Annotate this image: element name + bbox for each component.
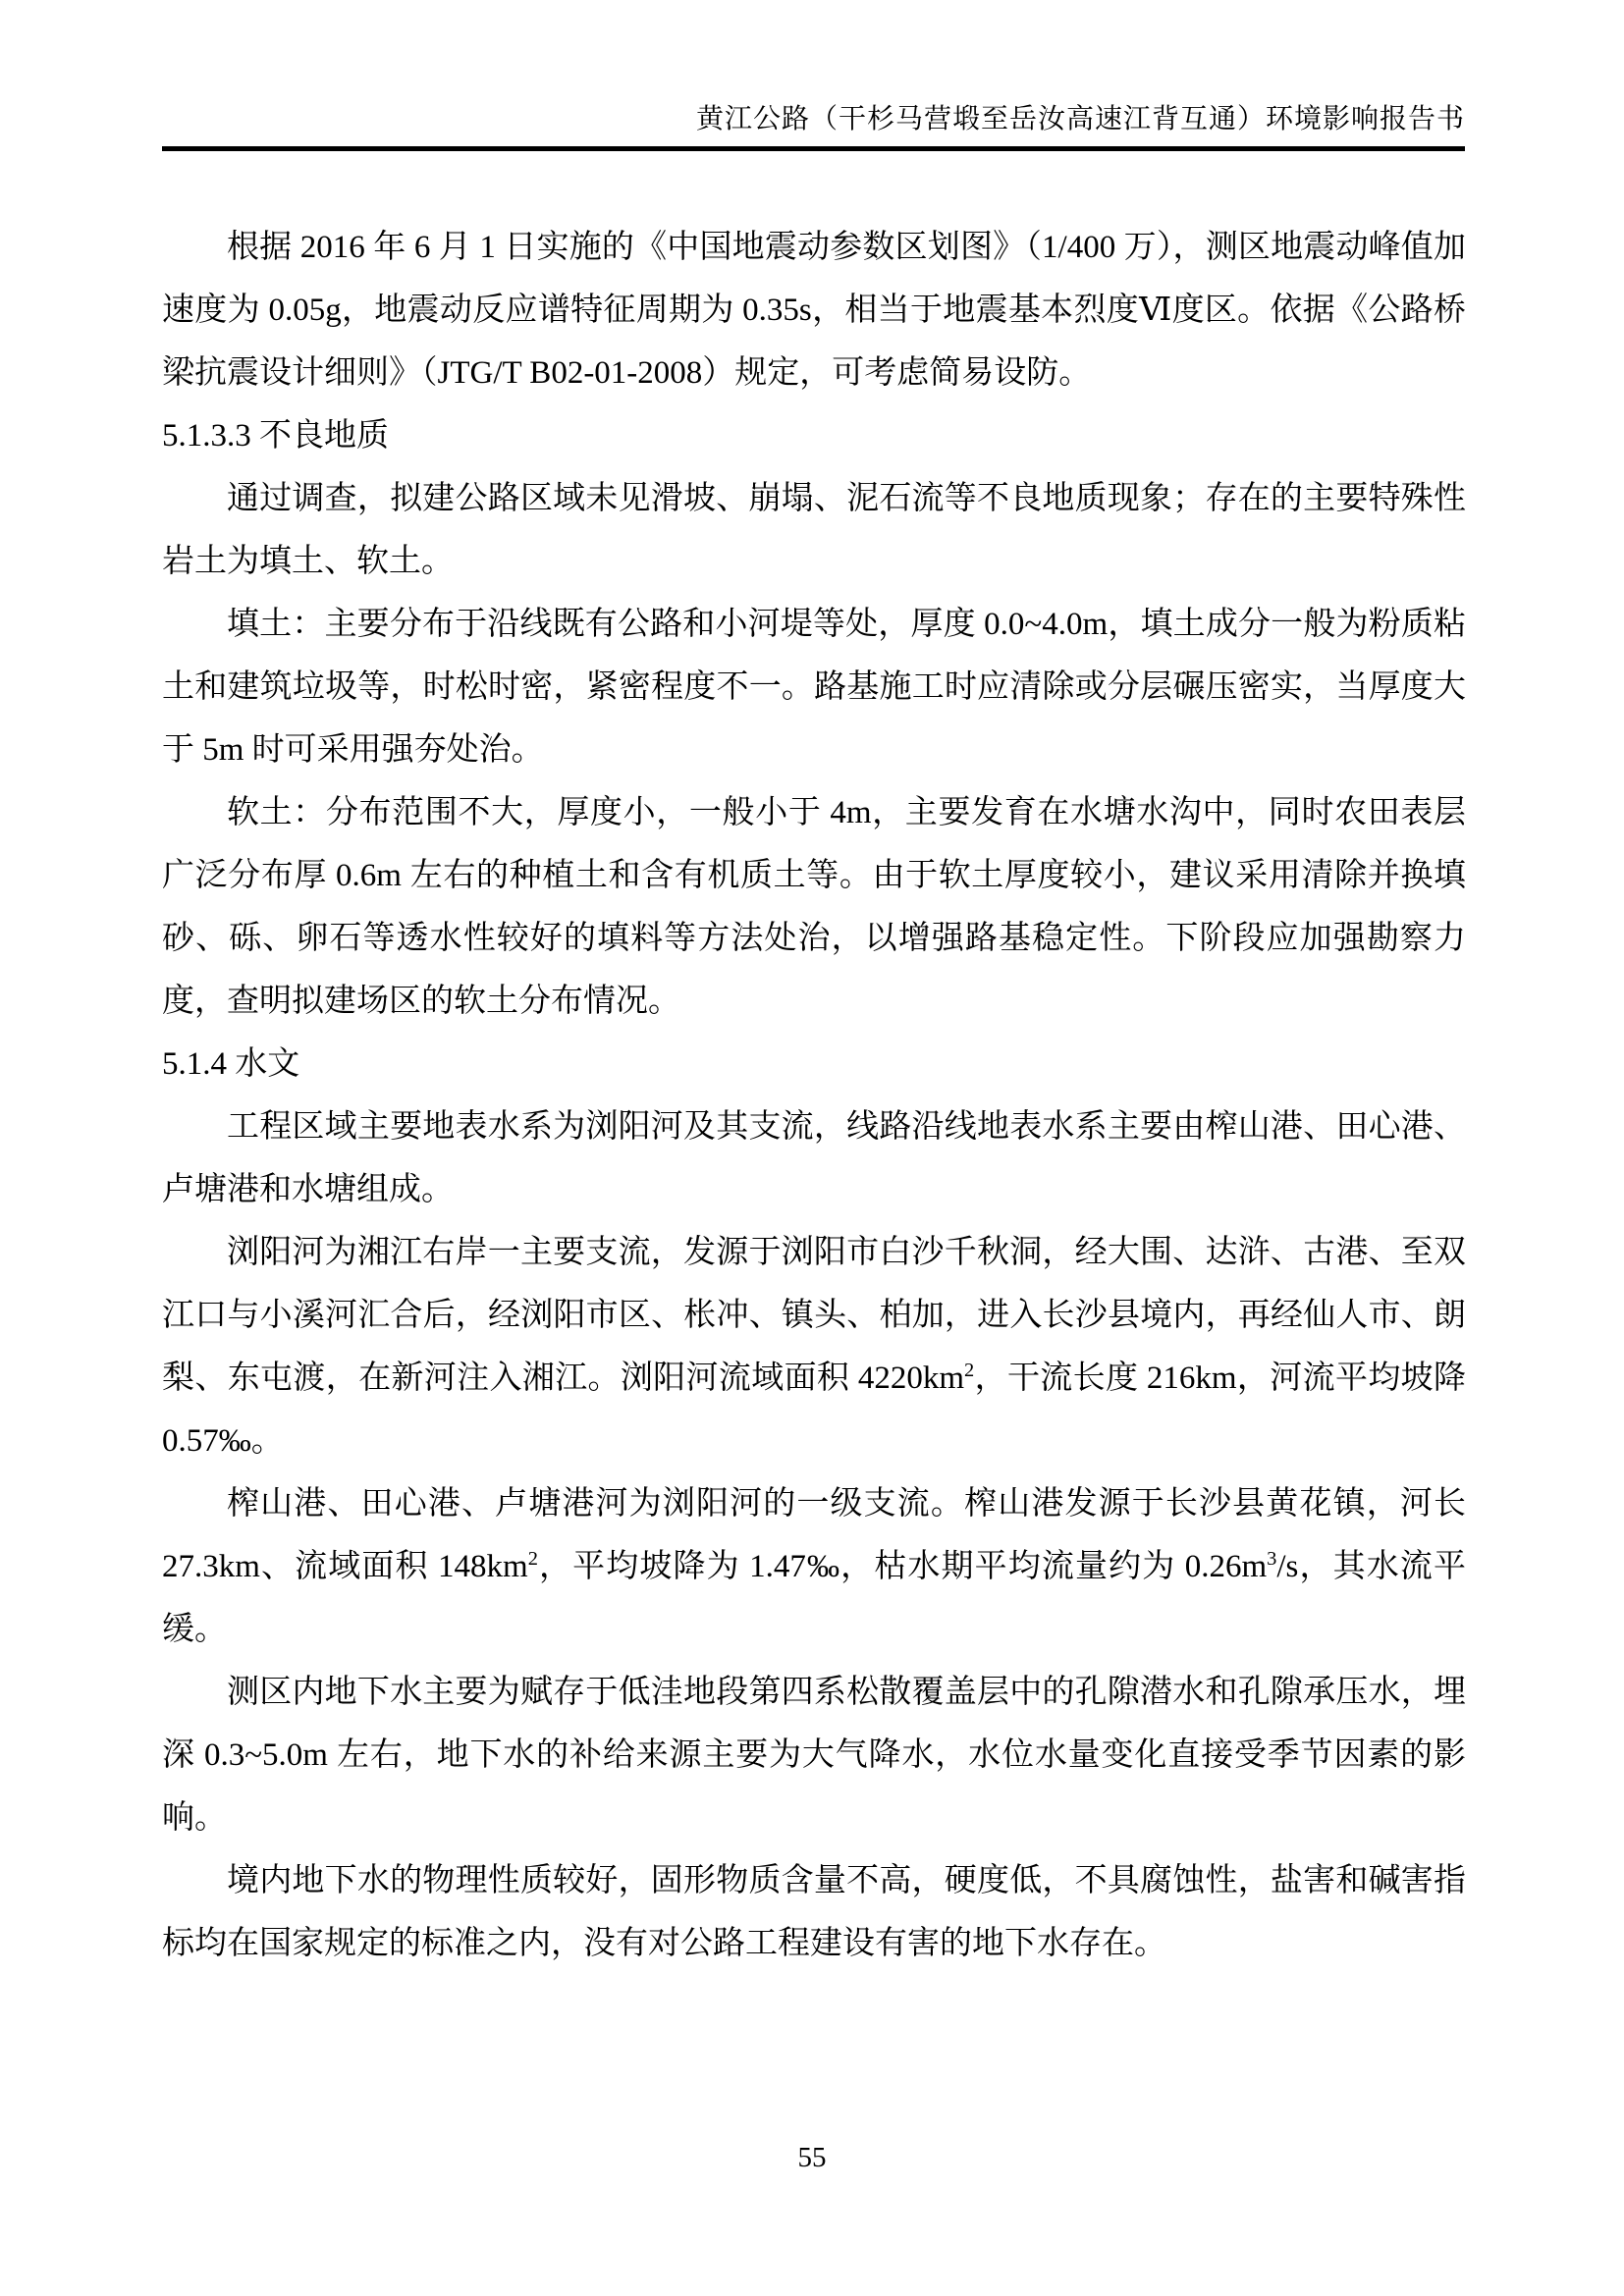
- superscript: 2: [527, 1548, 538, 1570]
- page-number: 55: [797, 2142, 827, 2173]
- text-segment: 榨山港、田心港、卢塘港河为浏阳河的一级支流。榨山港发源于长沙县黄花镇，河长 27.3km、流域面积 148km: [162, 1486, 1466, 1584]
- paragraph-liuyang-river: [162, 1221, 1466, 1472]
- superscript: 2: [964, 1360, 975, 1381]
- section-heading-5-1-3-3: 5.1.3.3 不良地质: [162, 418, 389, 454]
- header-rule: [162, 146, 1465, 151]
- paragraph-fill-soil: 填土：主要分布于沿线既有公路和小河堤等处，厚度 0.0~4.0m，填土成分一般为粉质粘土和建筑垃圾等，时松时密，紧密程度不一。路基施工时应清除或分层碾压密实，当厚度大于 5m 时可采用强夯处治。: [162, 607, 1466, 768]
- header-title: 黄江公路（干杉马营塅至岳汝高速江背互通）环境影响报告书: [695, 104, 1465, 134]
- paragraph-groundwater-quality: 境内地下水的物理性质较好，固形物质含量不高，硬度低，不具腐蚀性，盐害和碱害指标均在国家规定的标准之内，没有对公路工程建设有害的地下水存在。: [162, 1863, 1466, 1961]
- paragraph-groundwater: 测区内地下水主要为赋存于低洼地段第四系松散覆盖层中的孔隙潜水和孔隙承压水，埋深 0.3~5.0m 左右，地下水的补给来源主要为大气降水，水位水量变化直接受季节因素的影响。: [162, 1675, 1466, 1836]
- paragraph-soft-soil: 软土：分布范围不大，厚度小，一般小于 4m，主要发育在水塘水沟中，同时农田表层广泛分布厚 0.6m 左右的种植土和含有机质土等。由于软土厚度较小，建议采用清除并换填砂、砾、卵石等透水性较好的填料等方法处治，以增强路基稳定性。下阶段应加强勘察力度，查明拟建场区的软土分布情况。: [162, 795, 1466, 1019]
- paragraph-zhashan-port: [162, 1472, 1466, 1661]
- text-segment: ，平均坡降为 1.47‰，枯水期平均流量约为 0.26m: [537, 1549, 1268, 1584]
- paragraph-geology-survey: 通过调查，拟建公路区域未见滑坡、崩塌、泥石流等不良地质现象；存在的主要特殊性岩土为填土、软土。: [162, 481, 1466, 579]
- document-body: [162, 216, 1466, 1975]
- superscript: 3: [1267, 1548, 1277, 1570]
- paragraph-seismic-parameters: 根据 2016 年 6 月 1 日实施的《中国地震动参数区划图》（1/400 万），测区地震动峰值加速度为 0.05g，地震动反应谱特征周期为 0.35s，相当于地震基本烈度Ⅵ度区。依据《公路桥梁抗震设计细则》（JTG/T B02-01-2008）规定，可考虑简易设防。: [162, 230, 1466, 391]
- page-header: [162, 102, 1465, 137]
- paragraph-surface-water: 工程区域主要地表水系为浏阳河及其支流，线路沿线地表水系主要由榨山港、田心港、卢塘港和水塘组成。: [162, 1109, 1466, 1207]
- text-segment: ，干流长度 216km，河流平均坡降 0.57‰。: [162, 1361, 1467, 1459]
- section-heading-5-1-4: 5.1.4 水文: [162, 1046, 300, 1082]
- text-segment: 浏阳河为湘江右岸一主要支流，发源于浏阳市白沙千秋洞，经大围、达浒、古港、至双江口与小溪河汇合后，经浏阳市区、枨冲、镇头、柏加，进入长沙县境内，再经仙人市、朗梨、东屯渡，在新河注入湘江。浏阳河流域面积 4220km: [162, 1235, 1466, 1396]
- text-segment: /s，其水流平缓。: [162, 1549, 1466, 1647]
